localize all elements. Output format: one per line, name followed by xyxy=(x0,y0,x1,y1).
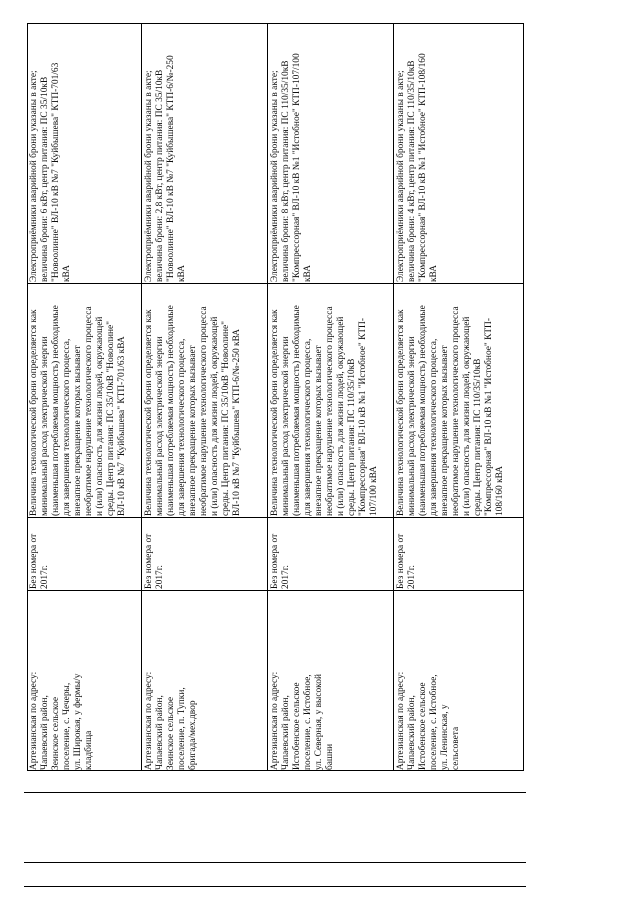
row-divider xyxy=(393,23,394,771)
table-cell-justification: Величина технологической брони определяется как минимальный расход электрической энергии (наименьшая потребляемая мощность) необходимые для завершения технологического процесса, внезапное прекращение которых вызывает необратимое нарушение технологического процесса и (или) опасность для жизни людей, окружающей среды. Центр питания: ПС 35/10кВ "Новоолине" ВЛ-10 кВ №7 "Куйбышева" КТП-6/№-250 кВА xyxy=(144,305,242,516)
table-cell-power: Электроприёмники аварийной брони указаны в акте; величина брони: 4 кВт, центр питания: ПС 110/35/10кВ "Компрессорная" ВЛ-10 кВ №1 "Истобное" КТП-108/160 кВА xyxy=(396,53,439,282)
row-divider xyxy=(141,23,142,771)
table-cell-address: Артезианская по адресу: Чапаевский район, Истобенское сельское поселение, с. Истобное, ул. Северная, у высокой башни xyxy=(270,671,335,770)
table-cell-document: Без номера от 2017г. xyxy=(396,533,417,589)
rule-line xyxy=(24,792,526,793)
table-cell-document: Без номера от 2017г. xyxy=(29,533,50,589)
column-divider xyxy=(27,590,524,591)
table-cell-power: Электроприёмники аварийной брони указаны в акте; величина брони: 8 кВт, центр питания: ПС 110/35/10кВ "Компрессорная" ВЛ-10 кВ №1 "Истобное" КТП-107/100 кВА xyxy=(270,53,313,282)
table-cell-address: Артезианская по адресу: Чапаевский район, Истобенское сельское поселение, с. Истобное, ул. Ленинская, у сельсовета xyxy=(396,671,461,770)
table-cell-justification: Величина технологической брони определяется как минимальный расход электрической энергии (наименьшая потребляемая мощность) необходимые для завершения технологического процесса, внезапное прекращение которых вызывает необратимое нарушение технологического процесса и (или) опасность для жизни людей, окружающей среды. Центр питания: ПС 110/35/10кВ "Компрессорная" ВЛ-10 кВ №1 "Истобное" КТП- 108/160 кВА xyxy=(396,305,505,516)
table-cell-justification: Величина технологической брони определяется как минимальный расход электрической энергии (наименьшая потребляемая мощность) необходимые для завершения технологического процесса, внезапное прекращение которых вызывает необратимое нарушение технологического процесса и (или) опасность для жизни людей, окружающей среды. Центр питания: ПС 110/35/10кВ "Компрессорная" ВЛ-10 кВ №1 "Истобное" КТП- 107/100 кВА xyxy=(270,305,379,516)
table-cell-power: Электроприёмники аварийной брони указаны в акте; величина брони: 6 кВт, центр питания: ПС 35/10кВ "Новоолинне" ВЛ-10 кВ №7 "Куйбышева" КТП-701/63 кВА xyxy=(29,62,72,282)
table-cell-address: Артезианская по адресу: Чапаевский район, Зеинское сельское поселение, п. Тупки, бригада/мех.двор xyxy=(144,671,198,770)
rule-line xyxy=(24,886,526,887)
table-cell-document: Без номера от 2017г. xyxy=(270,533,291,589)
table-cell-justification: Величина технологической брони определяется как минимальный расход электрической энергии (наименьшая потребляемая мощность) необходимые для завершения технологического процесса, внезапное прекращение которых вызывает необратимое нарушение технологического процесса и (или) опасность для жизни людей, окружающей среды. Центр питания: ПС 35/10кВ "Новоолине" ВЛ-10 кВ №7 "Куйбышева" КТП-701/63 кВА xyxy=(29,305,127,516)
table-cell-document: Без номера от 2017г. xyxy=(144,533,165,589)
row-divider xyxy=(267,23,268,771)
table-cell-power: Электроприёмники аварийной брони указаны в акте; величина брони: 2,8 кВт, центр питания: ПС 35/10кВ "Новоолинне" ВЛ-10 кВ №7 "Куйбышева" КТП-6/№-250 кВА xyxy=(144,55,187,282)
table-cell-address: Артезианская по адресу: Чапаевский район, Зеинское сельское поселение, с. Чечеры, ул. Широкая, у фермы/у кладбища xyxy=(29,671,94,770)
rule-line xyxy=(24,862,526,863)
